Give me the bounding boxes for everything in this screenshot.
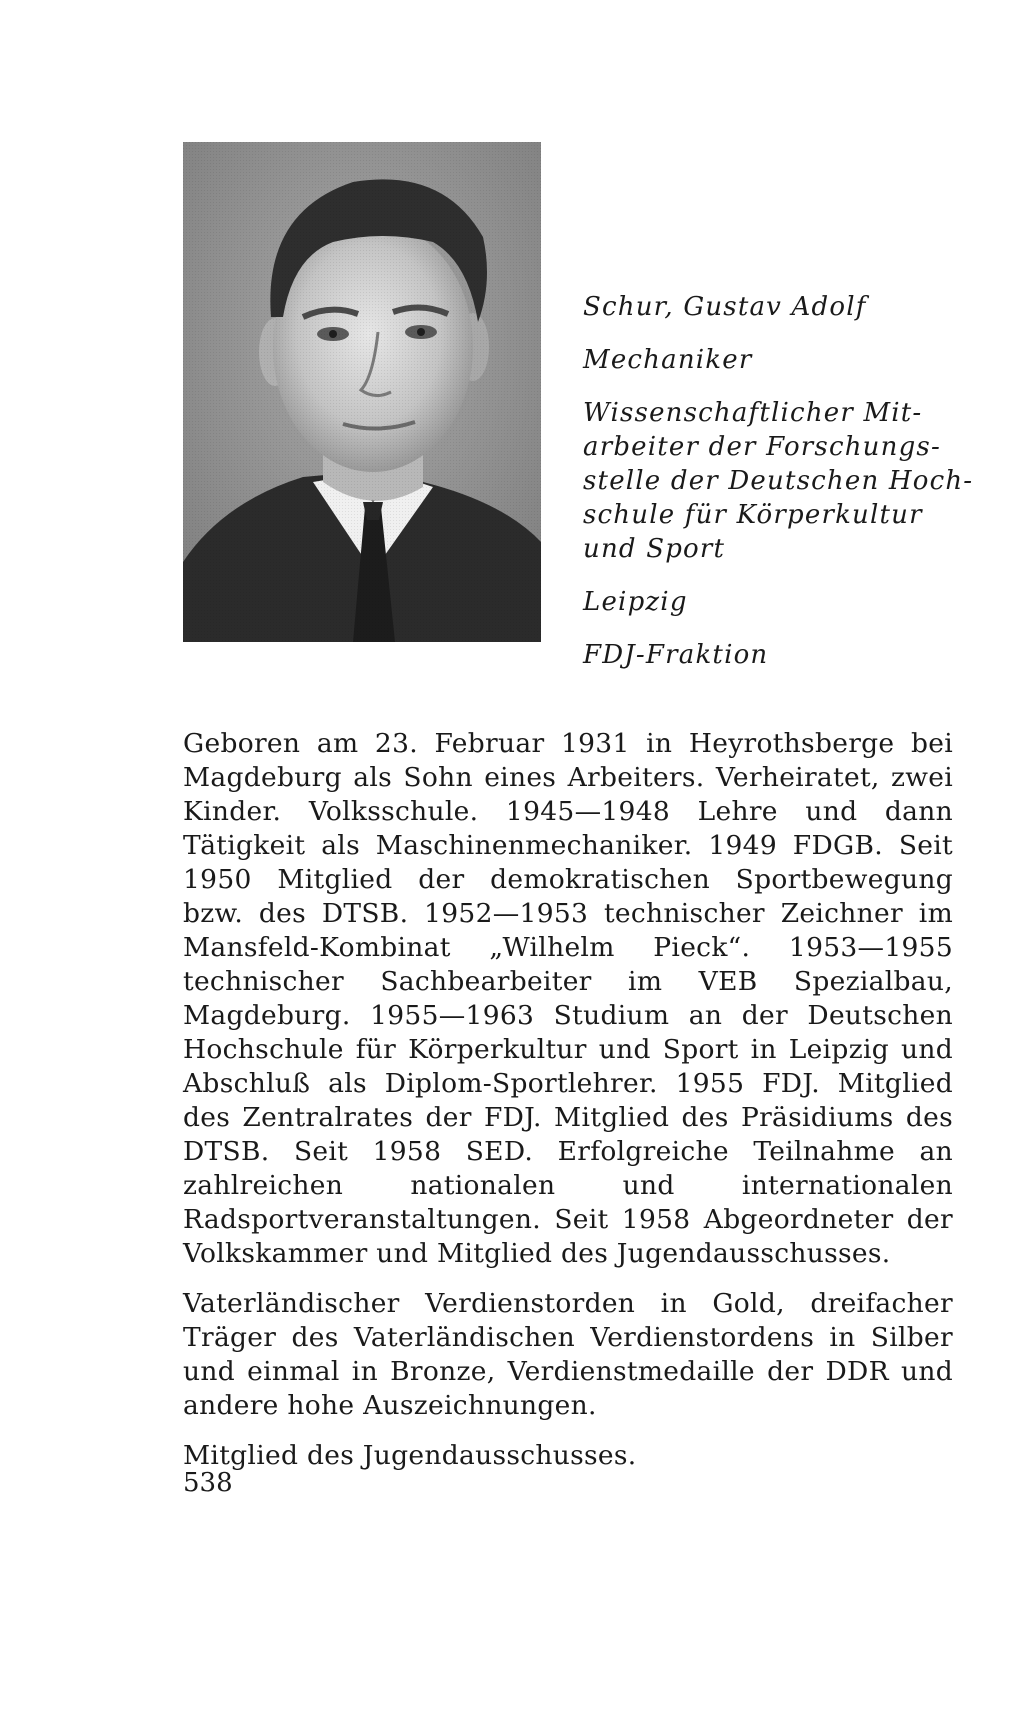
- person-name: Schur, Gustav Adolf: [583, 292, 867, 322]
- person-occupation: Mechaniker: [583, 345, 753, 375]
- biography-paragraph: Mitglied des Jugendausschusses.: [183, 1440, 637, 1471]
- position-line: arbeiter der Forschungs-: [583, 432, 941, 462]
- person-faction: FDJ-Fraktion: [583, 640, 769, 670]
- biography: [183, 727, 953, 1489]
- page-number: 538: [183, 1468, 233, 1498]
- biography-paragraph: Geboren am 23. Februar 1931 in Heyrothsberge bei Magdeburg als Sohn eines Arbeiters. Verheiratet, zwei Kinder. Volksschule. 1945—1948 Lehre und dann Tätigkeit als Maschinenmechaniker. 1949 FDGB. Seit 1950 Mitglied der demokratischen Sportbewegung bzw. des DTSB. 1952—1953 technischer Zeichner im Mansfeld-Kombinat „Wilhelm Pieck“. 1953—1955 technischer Sachbearbeiter im VEB Spezialbau, Magdeburg. 1955—1963 Studium an der Deutschen Hochschule für Körperkultur und Sport in Leipzig und Abschluß als Diplom-Sportlehrer. 1955 FDJ. Mitglied des Zentralrates der FDJ. Mitglied des Präsidiums des DTSB. Seit 1958 SED. Erfolgreiche Teilnahme an zahlreichen nationalen und internationalen Radsportveranstaltungen. Seit 1958 Abgeordneter der Volkskammer und Mitglied des Jugendausschusses.: [183, 728, 953, 1269]
- biography-paragraph: Vaterländischer Verdienstorden in Gold, dreifacher Träger des Vaterländischen Verdienstordens in Silber und einmal in Bronze, Verdienstmedaille der DDR und andere hohe Auszeichnungen.: [183, 1288, 953, 1421]
- position-line: schule für Körperkultur: [583, 500, 923, 530]
- portrait-photo: [183, 142, 541, 642]
- person-position: [583, 396, 983, 566]
- person-city: Leipzig: [583, 587, 688, 617]
- portrait-image: [183, 142, 541, 642]
- position-line: Wissenschaftlicher Mit-: [583, 398, 923, 428]
- person-caption: [583, 290, 983, 672]
- position-line: stelle der Deutschen Hoch-: [583, 466, 974, 496]
- position-line: und Sport: [583, 534, 726, 564]
